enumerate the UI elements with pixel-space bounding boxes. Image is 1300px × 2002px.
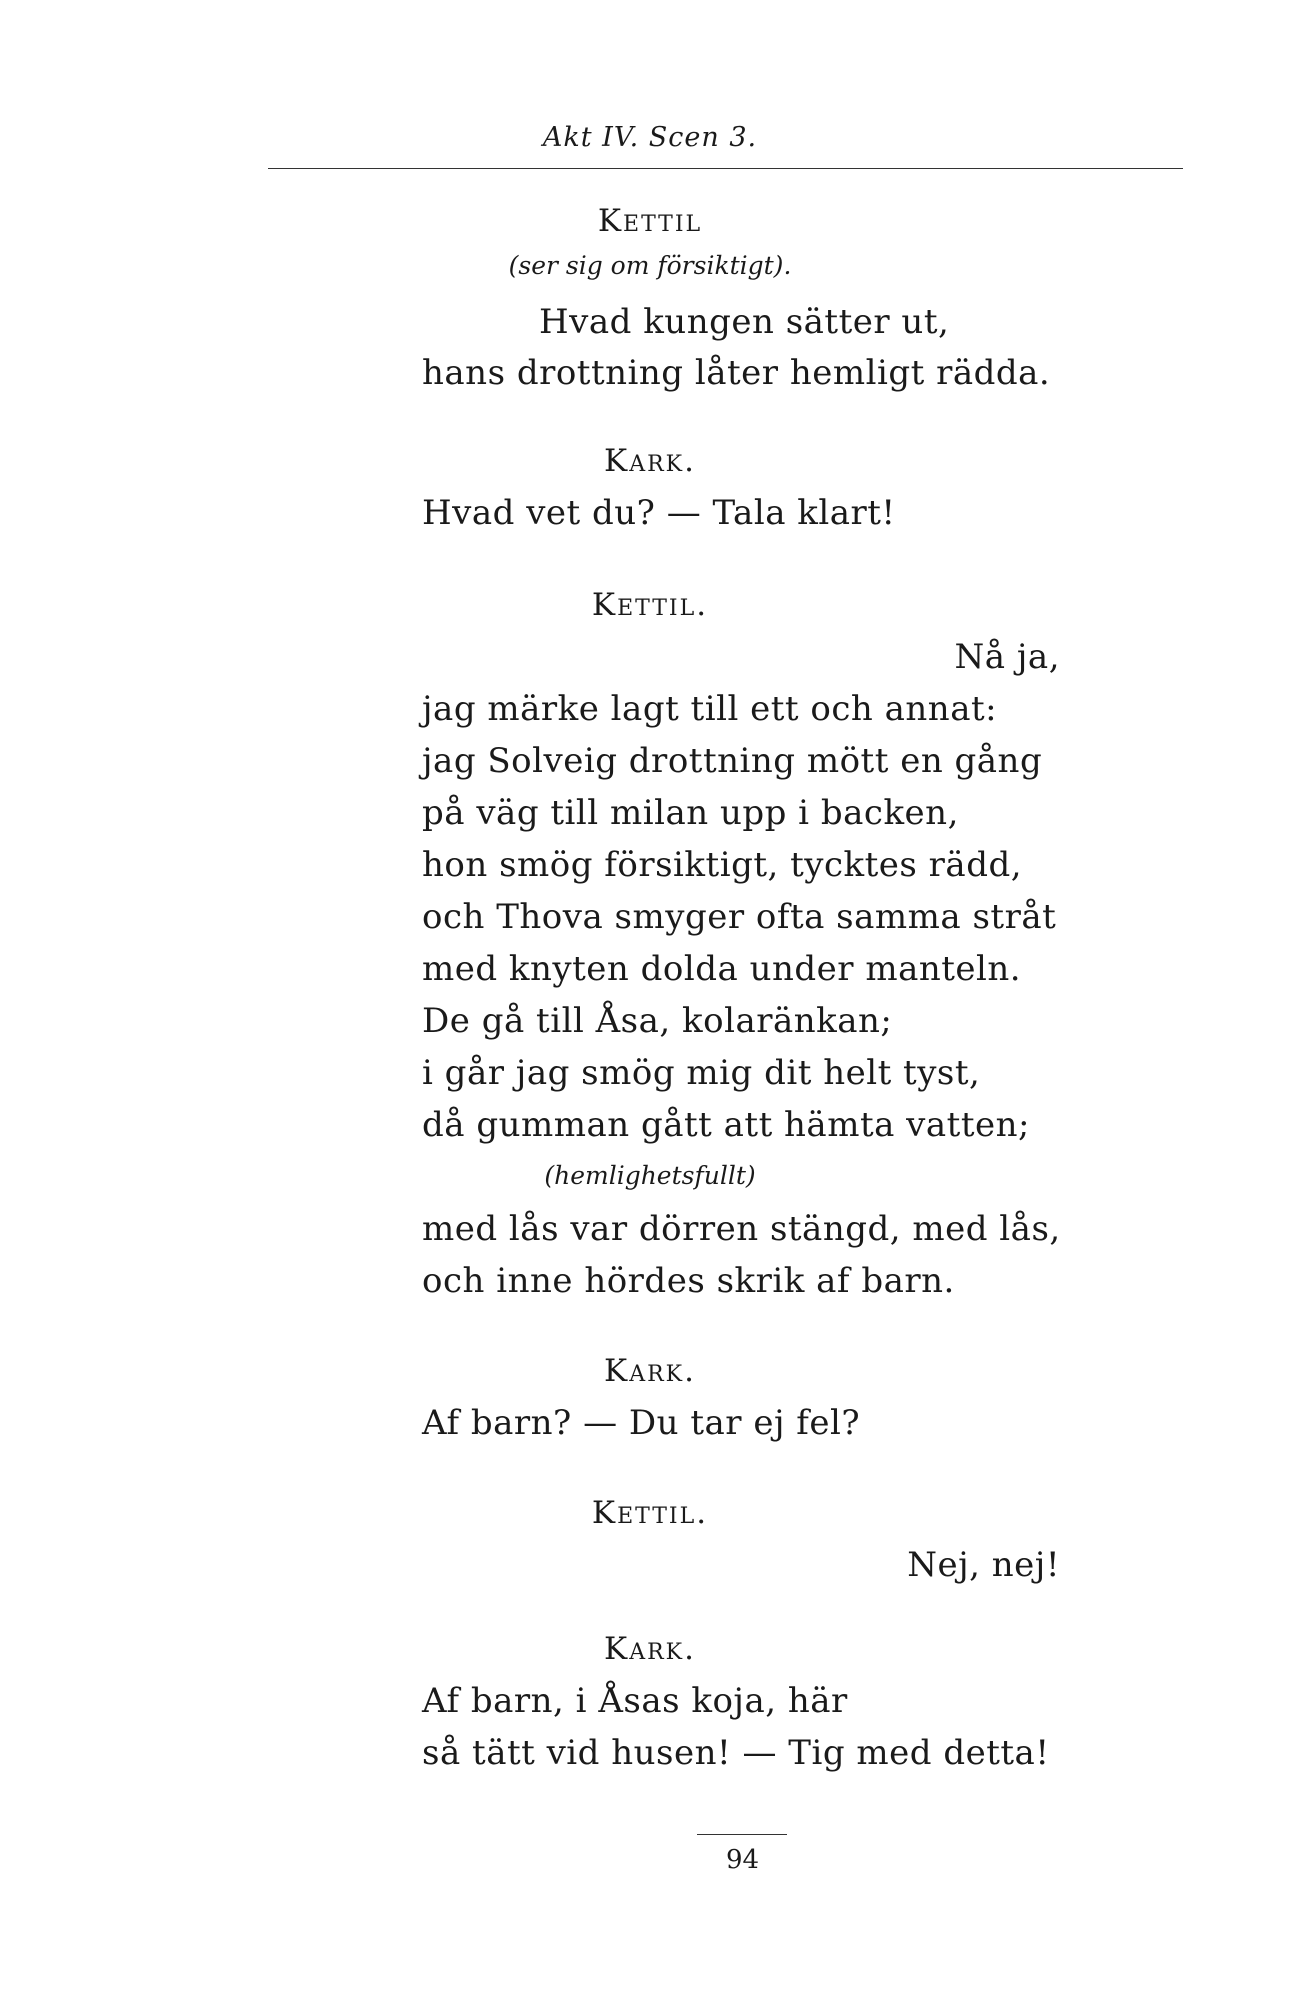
verse-line: och inne hördes skrik af barn.: [422, 1261, 955, 1301]
verse-line: på väg till milan upp i backen,: [422, 793, 959, 833]
verse-line: hon smög försiktigt, tycktes rädd,: [422, 845, 1023, 885]
footer-rule: [697, 1834, 787, 1835]
verse-line: Af barn? — Du tar ej fel?: [422, 1403, 861, 1443]
speaker-kettil: Kettil: [597, 203, 703, 239]
verse-line: Nej, nej!: [907, 1545, 1060, 1585]
running-head: Akt IV. Scen 3.: [542, 122, 758, 153]
verse-line: med knyten dolda under manteln.: [422, 949, 1022, 989]
verse-line: då gumman gått att hämta vatten;: [422, 1105, 1030, 1145]
speaker-kark: Kark.: [604, 443, 696, 479]
verse-line: Af barn, i Åsas koja, här: [422, 1681, 848, 1721]
verse-line: jag Solveig drottning mött en gång: [422, 741, 1043, 781]
stage-direction: (hemlighetsfullt): [544, 1161, 756, 1190]
verse-line: hans drottning låter hemligt rädda.: [422, 353, 1051, 393]
verse-line: De gå till Åsa, kolaränkan;: [422, 1001, 893, 1041]
speaker-kettil: Kettil.: [591, 587, 709, 623]
verse-line: i går jag smög mig dit helt tyst,: [422, 1053, 981, 1093]
verse-line: och Thova smyger ofta samma stråt: [422, 897, 1057, 937]
speaker-kettil: Kettil.: [591, 1495, 709, 1531]
verse-line: Nå ja,: [954, 637, 1060, 677]
verse-line: Hvad vet du? — Tala klart!: [422, 493, 896, 533]
verse-line: Hvad kungen sätter ut,: [539, 302, 950, 342]
speaker-kark: Kark.: [604, 1631, 696, 1667]
stage-direction: (ser sig om försiktigt).: [508, 251, 792, 280]
verse-line: jag märke lagt till ett och annat:: [422, 689, 998, 729]
speaker-kark: Kark.: [604, 1353, 696, 1389]
page-number: 94: [725, 1845, 760, 1875]
verse-line: så tätt vid husen! — Tig med detta!: [422, 1733, 1050, 1773]
verse-line: med lås var dörren stängd, med lås,: [422, 1209, 1061, 1249]
header-rule: [268, 168, 1183, 169]
